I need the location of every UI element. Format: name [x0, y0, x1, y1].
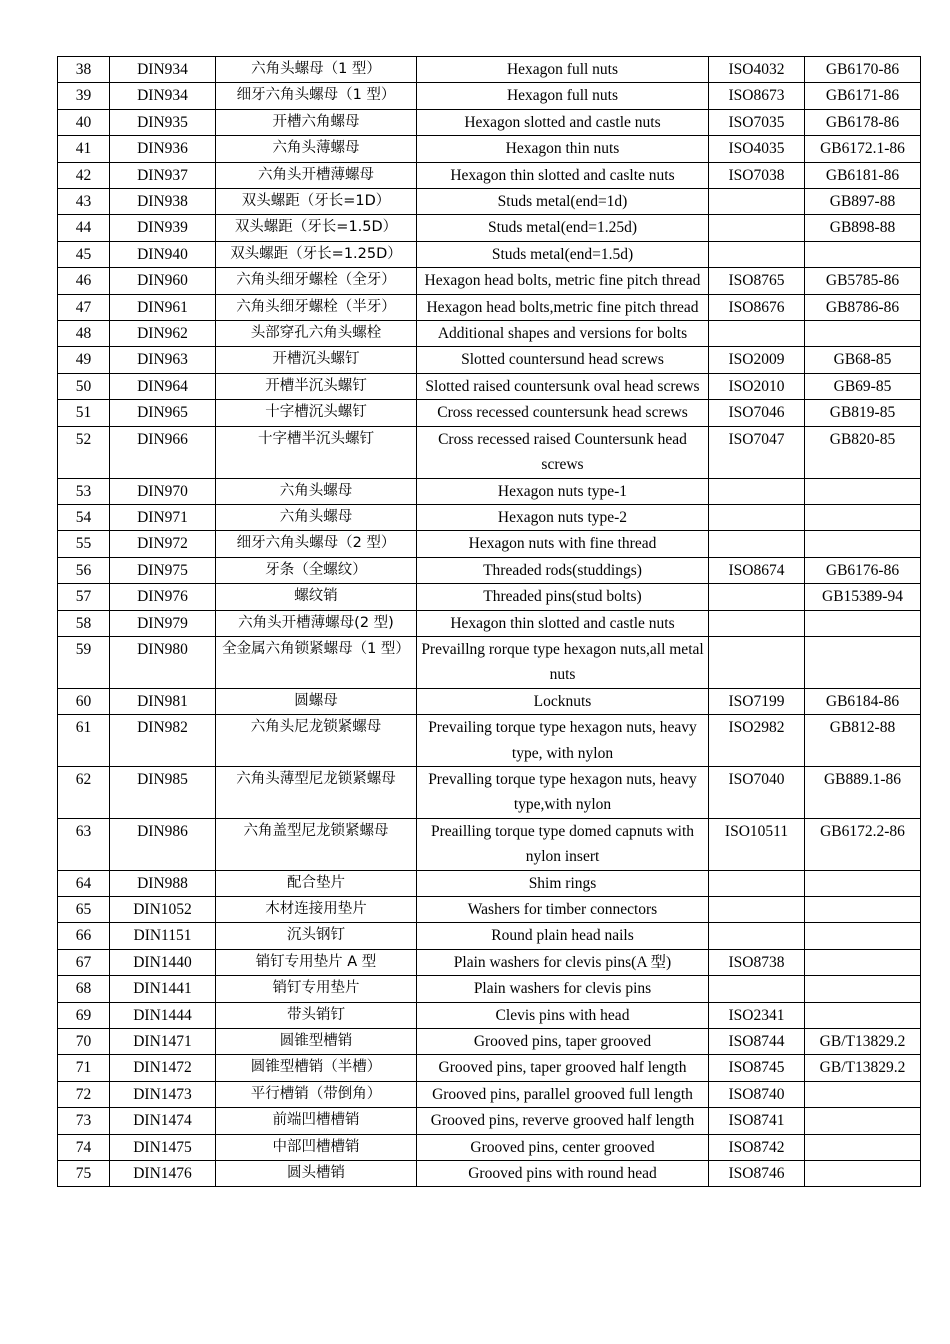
gb-code-cell: [805, 531, 921, 557]
english-name-cell: Threaded pins(stud bolts): [417, 584, 709, 610]
row-number-cell: 52: [58, 426, 110, 478]
chinese-name-cell: 螺纹销: [216, 584, 417, 610]
english-name-cell: Round plain head nails: [417, 923, 709, 949]
english-name-cell: Prevalling torque type hexagon nuts, heavy type,with nylon: [417, 766, 709, 818]
chinese-name-cell: 细牙六角头螺母（1 型）: [216, 83, 417, 109]
din-code-cell: DIN1444: [110, 1002, 216, 1028]
table-body: [58, 57, 921, 1187]
english-name-cell: Hexagon full nuts: [417, 57, 709, 83]
iso-code-cell: ISO7046: [709, 400, 805, 426]
chinese-name-cell: 配合垫片: [216, 870, 417, 896]
english-name-cell: Grooved pins, reverve grooved half length: [417, 1108, 709, 1134]
english-name-cell: Hexagon thin slotted and castle nuts: [417, 610, 709, 636]
din-code-cell: DIN1471: [110, 1029, 216, 1055]
iso-code-cell: ISO7038: [709, 162, 805, 188]
chinese-name-cell: 全金属六角锁紧螺母（1 型）: [216, 636, 417, 688]
chinese-name-cell: 平行槽销（带倒角）: [216, 1081, 417, 1107]
chinese-name-cell: 六角头尼龙锁紧螺母: [216, 715, 417, 767]
chinese-name-cell: 圆螺母: [216, 688, 417, 714]
iso-code-cell: [709, 897, 805, 923]
gb-code-cell: [805, 923, 921, 949]
row-number-cell: 55: [58, 531, 110, 557]
din-code-cell: DIN971: [110, 504, 216, 530]
chinese-name-cell: 木材连接用垫片: [216, 897, 417, 923]
gb-code-cell: GB5785-86: [805, 268, 921, 294]
gb-code-cell: [805, 610, 921, 636]
iso-code-cell: ISO8742: [709, 1134, 805, 1160]
chinese-name-cell: 双头螺距（牙长=1.25D）: [216, 241, 417, 267]
chinese-name-cell: 开槽六角螺母: [216, 109, 417, 135]
table-row: [58, 83, 921, 109]
gb-code-cell: GB6181-86: [805, 162, 921, 188]
english-name-cell: Cross recessed countersunk head screws: [417, 400, 709, 426]
iso-code-cell: ISO7047: [709, 426, 805, 478]
din-code-cell: DIN979: [110, 610, 216, 636]
row-number-cell: 40: [58, 109, 110, 135]
iso-code-cell: ISO8738: [709, 949, 805, 975]
table-row: [58, 584, 921, 610]
chinese-name-cell: 双头螺距（牙长=1.5D）: [216, 215, 417, 241]
english-name-cell: Plain washers for clevis pins(A 型): [417, 949, 709, 975]
table-row: [58, 1081, 921, 1107]
english-name-cell: Cross recessed raised Countersunk head screws: [417, 426, 709, 478]
iso-code-cell: [709, 870, 805, 896]
row-number-cell: 50: [58, 373, 110, 399]
gb-code-cell: GB889.1-86: [805, 766, 921, 818]
row-number-cell: 49: [58, 347, 110, 373]
english-name-cell: Grooved pins with round head: [417, 1161, 709, 1187]
gb-code-cell: GB6172.1-86: [805, 136, 921, 162]
table-row: [58, 1055, 921, 1081]
english-name-cell: Grooved pins, center grooved: [417, 1134, 709, 1160]
iso-code-cell: ISO8741: [709, 1108, 805, 1134]
gb-code-cell: [805, 976, 921, 1002]
gb-code-cell: [805, 1108, 921, 1134]
table-row: [58, 1108, 921, 1134]
english-name-cell: Plain washers for clevis pins: [417, 976, 709, 1002]
table-row: [58, 136, 921, 162]
gb-code-cell: GB6176-86: [805, 557, 921, 583]
row-number-cell: 63: [58, 818, 110, 870]
iso-code-cell: ISO8676: [709, 294, 805, 320]
chinese-name-cell: 双头螺距（牙长=1D）: [216, 189, 417, 215]
row-number-cell: 57: [58, 584, 110, 610]
gb-code-cell: [805, 636, 921, 688]
row-number-cell: 68: [58, 976, 110, 1002]
gb-code-cell: [805, 321, 921, 347]
din-code-cell: DIN962: [110, 321, 216, 347]
row-number-cell: 73: [58, 1108, 110, 1134]
iso-code-cell: [709, 321, 805, 347]
din-code-cell: DIN935: [110, 109, 216, 135]
iso-code-cell: ISO8674: [709, 557, 805, 583]
table-row: [58, 478, 921, 504]
gb-code-cell: GB897-88: [805, 189, 921, 215]
table-row: [58, 321, 921, 347]
iso-code-cell: ISO2982: [709, 715, 805, 767]
english-name-cell: Washers for timber connectors: [417, 897, 709, 923]
gb-code-cell: GB6184-86: [805, 688, 921, 714]
iso-code-cell: ISO2009: [709, 347, 805, 373]
chinese-name-cell: 沉头钢钉: [216, 923, 417, 949]
table-row: [58, 268, 921, 294]
row-number-cell: 61: [58, 715, 110, 767]
english-name-cell: Hexagon thin slotted and caslte nuts: [417, 162, 709, 188]
english-name-cell: Hexagon thin nuts: [417, 136, 709, 162]
chinese-name-cell: 六角头细牙螺栓（全牙）: [216, 268, 417, 294]
chinese-name-cell: 圆锥型槽销: [216, 1029, 417, 1055]
row-number-cell: 47: [58, 294, 110, 320]
english-name-cell: Grooved pins, parallel grooved full length: [417, 1081, 709, 1107]
gb-code-cell: GB69-85: [805, 373, 921, 399]
fastener-standards-table: [57, 56, 921, 1187]
english-name-cell: Grooved pins, taper grooved half length: [417, 1055, 709, 1081]
table-row: [58, 241, 921, 267]
iso-code-cell: ISO8673: [709, 83, 805, 109]
chinese-name-cell: 六角头细牙螺栓（半牙）: [216, 294, 417, 320]
table-row: [58, 347, 921, 373]
row-number-cell: 51: [58, 400, 110, 426]
din-code-cell: DIN966: [110, 426, 216, 478]
gb-code-cell: GB15389-94: [805, 584, 921, 610]
english-name-cell: Locknuts: [417, 688, 709, 714]
english-name-cell: Grooved pins, taper grooved: [417, 1029, 709, 1055]
table-row: [58, 294, 921, 320]
chinese-name-cell: 开槽沉头螺钉: [216, 347, 417, 373]
din-code-cell: DIN940: [110, 241, 216, 267]
din-code-cell: DIN970: [110, 478, 216, 504]
table-row: [58, 923, 921, 949]
table-row: [58, 557, 921, 583]
chinese-name-cell: 圆头槽销: [216, 1161, 417, 1187]
row-number-cell: 75: [58, 1161, 110, 1187]
din-code-cell: DIN1441: [110, 976, 216, 1002]
iso-code-cell: ISO7035: [709, 109, 805, 135]
din-code-cell: DIN938: [110, 189, 216, 215]
gb-code-cell: GB/T13829.2: [805, 1055, 921, 1081]
row-number-cell: 67: [58, 949, 110, 975]
row-number-cell: 71: [58, 1055, 110, 1081]
iso-code-cell: ISO4032: [709, 57, 805, 83]
row-number-cell: 42: [58, 162, 110, 188]
row-number-cell: 60: [58, 688, 110, 714]
iso-code-cell: ISO7199: [709, 688, 805, 714]
english-name-cell: Slotted countersund head screws: [417, 347, 709, 373]
table-row: [58, 636, 921, 688]
english-name-cell: Prevailing torque type hexagon nuts, heavy type, with nylon: [417, 715, 709, 767]
row-number-cell: 43: [58, 189, 110, 215]
english-name-cell: Hexagon nuts type-2: [417, 504, 709, 530]
row-number-cell: 62: [58, 766, 110, 818]
english-name-cell: Hexagon slotted and castle nuts: [417, 109, 709, 135]
din-code-cell: DIN986: [110, 818, 216, 870]
din-code-cell: DIN980: [110, 636, 216, 688]
english-name-cell: Hexagon full nuts: [417, 83, 709, 109]
gb-code-cell: GB6171-86: [805, 83, 921, 109]
iso-code-cell: ISO8744: [709, 1029, 805, 1055]
english-name-cell: Hexagon nuts with fine thread: [417, 531, 709, 557]
gb-code-cell: GB68-85: [805, 347, 921, 373]
row-number-cell: 65: [58, 897, 110, 923]
din-code-cell: DIN937: [110, 162, 216, 188]
gb-code-cell: [805, 241, 921, 267]
din-code-cell: DIN1472: [110, 1055, 216, 1081]
table-row: [58, 109, 921, 135]
chinese-name-cell: 带头销钉: [216, 1002, 417, 1028]
row-number-cell: 41: [58, 136, 110, 162]
chinese-name-cell: 六角头螺母: [216, 478, 417, 504]
chinese-name-cell: 六角头薄型尼龙锁紧螺母: [216, 766, 417, 818]
din-code-cell: DIN1474: [110, 1108, 216, 1134]
chinese-name-cell: 销钉专用垫片: [216, 976, 417, 1002]
din-code-cell: DIN963: [110, 347, 216, 373]
iso-code-cell: ISO8740: [709, 1081, 805, 1107]
table-row: [58, 818, 921, 870]
english-name-cell: Additional shapes and versions for bolts: [417, 321, 709, 347]
iso-code-cell: ISO2010: [709, 373, 805, 399]
gb-code-cell: GB812-88: [805, 715, 921, 767]
iso-code-cell: ISO8765: [709, 268, 805, 294]
table-row: [58, 1029, 921, 1055]
chinese-name-cell: 六角头螺母: [216, 504, 417, 530]
english-name-cell: Clevis pins with head: [417, 1002, 709, 1028]
chinese-name-cell: 六角盖型尼龙锁紧螺母: [216, 818, 417, 870]
gb-code-cell: [805, 504, 921, 530]
english-name-cell: Studs metal(end=1.5d): [417, 241, 709, 267]
row-number-cell: 53: [58, 478, 110, 504]
iso-code-cell: ISO8745: [709, 1055, 805, 1081]
gb-code-cell: GB898-88: [805, 215, 921, 241]
table-row: [58, 373, 921, 399]
table-row: [58, 189, 921, 215]
gb-code-cell: [805, 1002, 921, 1028]
table-row: [58, 949, 921, 975]
english-name-cell: Hexagon head bolts,metric fine pitch thread: [417, 294, 709, 320]
din-code-cell: DIN981: [110, 688, 216, 714]
row-number-cell: 74: [58, 1134, 110, 1160]
english-name-cell: Hexagon nuts type-1: [417, 478, 709, 504]
row-number-cell: 54: [58, 504, 110, 530]
table-row: [58, 715, 921, 767]
row-number-cell: 59: [58, 636, 110, 688]
din-code-cell: DIN964: [110, 373, 216, 399]
iso-code-cell: [709, 636, 805, 688]
english-name-cell: Shim rings: [417, 870, 709, 896]
gb-code-cell: GB6170-86: [805, 57, 921, 83]
table-row: [58, 688, 921, 714]
chinese-name-cell: 圆锥型槽销（半槽）: [216, 1055, 417, 1081]
chinese-name-cell: 六角头开槽薄螺母(2 型): [216, 610, 417, 636]
iso-code-cell: ISO4035: [709, 136, 805, 162]
chinese-name-cell: 六角头螺母（1 型）: [216, 57, 417, 83]
iso-code-cell: [709, 584, 805, 610]
gb-code-cell: [805, 478, 921, 504]
table-row: [58, 504, 921, 530]
iso-code-cell: [709, 478, 805, 504]
chinese-name-cell: 牙条（全螺纹）: [216, 557, 417, 583]
gb-code-cell: GB6172.2-86: [805, 818, 921, 870]
iso-code-cell: ISO10511: [709, 818, 805, 870]
iso-code-cell: [709, 504, 805, 530]
din-code-cell: DIN1052: [110, 897, 216, 923]
din-code-cell: DIN1475: [110, 1134, 216, 1160]
english-name-cell: Preailling torque type domed capnuts with nylon insert: [417, 818, 709, 870]
din-code-cell: DIN1476: [110, 1161, 216, 1187]
chinese-name-cell: 十字槽沉头螺钉: [216, 400, 417, 426]
din-code-cell: DIN965: [110, 400, 216, 426]
gb-code-cell: [805, 870, 921, 896]
table-row: [58, 426, 921, 478]
table-row: [58, 766, 921, 818]
din-code-cell: DIN934: [110, 83, 216, 109]
row-number-cell: 45: [58, 241, 110, 267]
iso-code-cell: ISO2341: [709, 1002, 805, 1028]
table-row: [58, 1134, 921, 1160]
gb-code-cell: GB/T13829.2: [805, 1029, 921, 1055]
table-row: [58, 870, 921, 896]
din-code-cell: DIN1440: [110, 949, 216, 975]
chinese-name-cell: 六角头薄螺母: [216, 136, 417, 162]
gb-code-cell: [805, 1161, 921, 1187]
gb-code-cell: GB819-85: [805, 400, 921, 426]
din-code-cell: DIN972: [110, 531, 216, 557]
din-code-cell: DIN936: [110, 136, 216, 162]
iso-code-cell: [709, 215, 805, 241]
din-code-cell: DIN939: [110, 215, 216, 241]
table-row: [58, 57, 921, 83]
row-number-cell: 38: [58, 57, 110, 83]
din-code-cell: DIN975: [110, 557, 216, 583]
table-row: [58, 215, 921, 241]
row-number-cell: 58: [58, 610, 110, 636]
row-number-cell: 64: [58, 870, 110, 896]
row-number-cell: 66: [58, 923, 110, 949]
table-row: [58, 531, 921, 557]
table-row: [58, 897, 921, 923]
row-number-cell: 69: [58, 1002, 110, 1028]
din-code-cell: DIN976: [110, 584, 216, 610]
chinese-name-cell: 前端凹槽槽销: [216, 1108, 417, 1134]
table-row: [58, 1161, 921, 1187]
din-code-cell: DIN960: [110, 268, 216, 294]
row-number-cell: 56: [58, 557, 110, 583]
din-code-cell: DIN961: [110, 294, 216, 320]
english-name-cell: Threaded rods(studdings): [417, 557, 709, 583]
english-name-cell: Slotted raised countersunk oval head screws: [417, 373, 709, 399]
table-row: [58, 1002, 921, 1028]
din-code-cell: DIN985: [110, 766, 216, 818]
table-row: [58, 400, 921, 426]
din-code-cell: DIN1151: [110, 923, 216, 949]
iso-code-cell: [709, 189, 805, 215]
iso-code-cell: [709, 976, 805, 1002]
english-name-cell: Studs metal(end=1d): [417, 189, 709, 215]
table-row: [58, 976, 921, 1002]
table-row: [58, 610, 921, 636]
row-number-cell: 39: [58, 83, 110, 109]
chinese-name-cell: 六角头开槽薄螺母: [216, 162, 417, 188]
iso-code-cell: [709, 610, 805, 636]
chinese-name-cell: 十字槽半沉头螺钉: [216, 426, 417, 478]
row-number-cell: 44: [58, 215, 110, 241]
row-number-cell: 72: [58, 1081, 110, 1107]
english-name-cell: Prevaillng rorque type hexagon nuts,all metal nuts: [417, 636, 709, 688]
iso-code-cell: [709, 923, 805, 949]
gb-code-cell: [805, 1081, 921, 1107]
english-name-cell: Studs metal(end=1.25d): [417, 215, 709, 241]
chinese-name-cell: 中部凹槽槽销: [216, 1134, 417, 1160]
chinese-name-cell: 开槽半沉头螺钉: [216, 373, 417, 399]
row-number-cell: 48: [58, 321, 110, 347]
chinese-name-cell: 头部穿孔六角头螺栓: [216, 321, 417, 347]
row-number-cell: 46: [58, 268, 110, 294]
row-number-cell: 70: [58, 1029, 110, 1055]
iso-code-cell: ISO8746: [709, 1161, 805, 1187]
chinese-name-cell: 销钉专用垫片 A 型: [216, 949, 417, 975]
din-code-cell: DIN934: [110, 57, 216, 83]
english-name-cell: Hexagon head bolts, metric fine pitch thread: [417, 268, 709, 294]
din-code-cell: DIN982: [110, 715, 216, 767]
chinese-name-cell: 细牙六角头螺母（2 型）: [216, 531, 417, 557]
gb-code-cell: [805, 1134, 921, 1160]
gb-code-cell: [805, 897, 921, 923]
iso-code-cell: [709, 241, 805, 267]
gb-code-cell: GB6178-86: [805, 109, 921, 135]
gb-code-cell: GB8786-86: [805, 294, 921, 320]
din-code-cell: DIN1473: [110, 1081, 216, 1107]
din-code-cell: DIN988: [110, 870, 216, 896]
iso-code-cell: [709, 531, 805, 557]
gb-code-cell: GB820-85: [805, 426, 921, 478]
iso-code-cell: ISO7040: [709, 766, 805, 818]
table-row: [58, 162, 921, 188]
gb-code-cell: [805, 949, 921, 975]
